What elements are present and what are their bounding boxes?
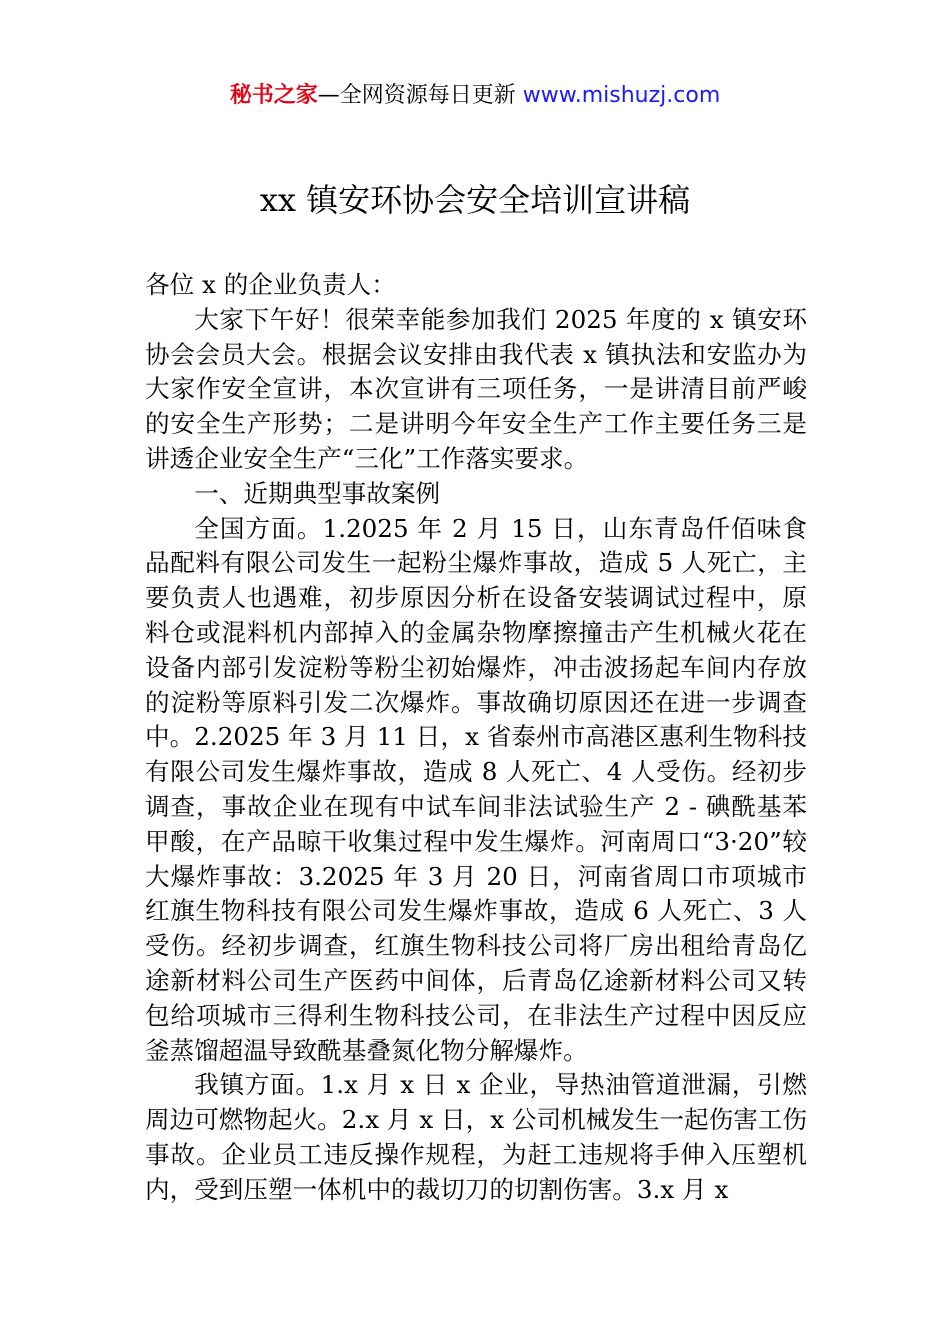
brand-name: 秘书之家 [229,83,318,108]
paragraph-national-cases: 全国方面。1.2025 年 2 月 15 日，山东青岛仟佰味食品配料有限公司发生一起粉尘爆炸事故，造成 5 人死亡，主要负责人也遇难，初步原因分析在设备安装调试过程中，原料仓或混料机内部掉入的金属杂物摩擦撞击产生机械火花在设备内部引发淀粉等粉尘初始爆炸，冲击波扬起车间内存放的淀粉等原料引发二次爆炸。事故确切原因还在进一步调查中。2.2025 年 3 月 11 日，x 省泰州市高港区惠利生物科技有限公司发生爆炸事故，造成 8 人死亡、4 人受伤。经初步调查，事故企业在现有中试车间非法试验生产 2 - 碘酰基苯甲酸，在产品晾干收集过程中发生爆炸。河南周口“3·20”较大爆炸事故：3.2025 年 3 月 20 日，河南省周口市项城市红旗生物科技有限公司发生爆炸事故，造成 6 人死亡、3 人受伤。经初步调查，红旗生物科技公司将厂房出租给青岛亿途新材料公司生产医药中间体，后青岛亿途新材料公司又转包给项城市三得利生物科技公司，在非法生产过程中因反应釜蒸馏超温导致酰基叠氮化物分解爆炸。 [145,513,807,1065]
section-heading: 一、近期典型事故案例 [194,478,441,508]
document-body [145,268,807,1208]
paragraph-opening: 大家下午好！很荣幸能参加我们 2025 年度的 x 镇安环协会会员大会。根据会议安排由我代表 x 镇执法和安监办为大家作安全宣讲，本次宣讲有三项任务，一是讲清目前严峻的安全生产形势；二是讲明今年安全生产工作主要任务三是讲透企业安全生产“三化”工作落实要求。 [145,304,807,473]
paragraph-town-cases: 我镇方面。1.x 月 x 日 x 企业，导热油管道泄漏，引燃周边可燃物起火。2.x 月 x 日，x 公司机械发生一起伤害工伤事故。企业员工违反操作规程，为赶工违规将手伸入压塑机内，受到压塑一体机中的裁切刀的切割伤害。3.x 月 x [145,1070,808,1204]
site-url-link[interactable]: www.mishuzj.com [522,83,721,108]
salutation: 各位 x 的企业负责人： [145,270,396,299]
document-title: xx 镇安环协会安全培训宣讲稿 [259,181,691,219]
site-header [0,80,950,112]
header-tagline: —全网资源每日更新 [317,83,523,108]
